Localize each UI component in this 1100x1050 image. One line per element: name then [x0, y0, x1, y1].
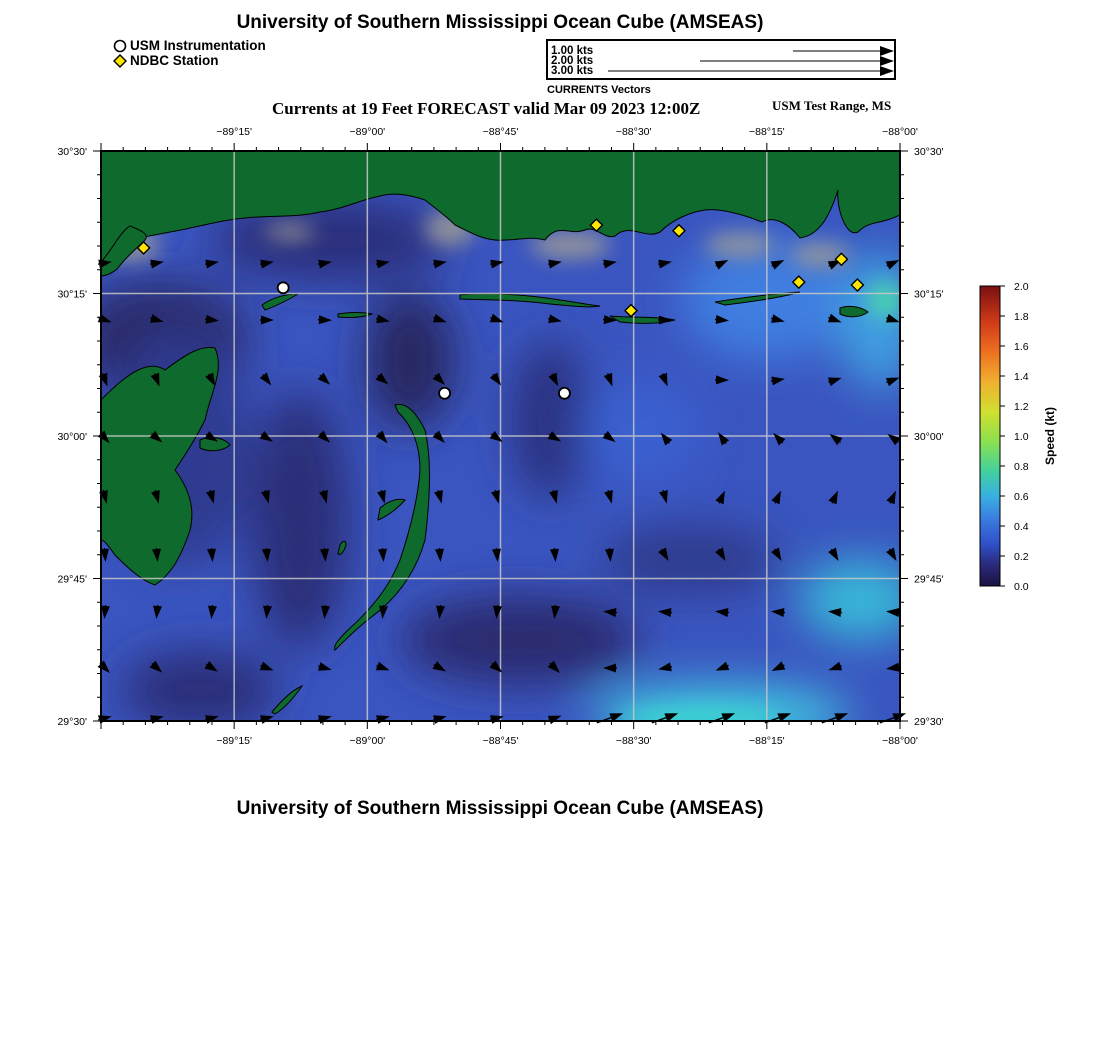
usm-station-marker[interactable]	[559, 388, 570, 399]
lon-label-top: −88°00'	[882, 126, 918, 138]
ndbc-legend-label: NDBC Station	[130, 53, 219, 68]
colorbar-tick-label: 0.4	[1014, 521, 1029, 533]
usm-station-marker[interactable]	[439, 388, 450, 399]
lon-label-top: −89°15'	[216, 126, 253, 138]
lat-label-right: 29°45'	[914, 573, 944, 586]
usm-station-marker[interactable]	[278, 282, 289, 293]
colorbar-tick-label: 0.8	[1014, 461, 1029, 473]
map-title: University of Southern Mississippi Ocean Cube (AMSEAS)	[236, 12, 764, 33]
lat-label-left: 30°00'	[57, 431, 87, 443]
colorbar-gradient	[980, 286, 1000, 586]
lon-label-bottom: −88°30'	[615, 735, 652, 747]
speed-colorbar	[970, 280, 1080, 595]
lat-label-right: 29°30'	[914, 716, 944, 728]
usm-legend-label: USM Instrumentation	[130, 38, 266, 53]
lon-label-bottom: −88°00'	[882, 735, 918, 747]
vector-scale-label-3: 3.00 kts	[551, 65, 594, 77]
speed-field	[70, 151, 920, 745]
map-subtitle: Currents at 19 Feet FORECAST valid Mar 09 2023 12:00Z	[272, 99, 701, 118]
colorbar-label: Speed (kt)	[1043, 406, 1057, 466]
lon-label-bottom: −89°00'	[349, 735, 386, 747]
lat-label-left: 30°15'	[57, 288, 87, 301]
region-label: USM Test Range, MS	[772, 98, 892, 113]
colorbar-tick-label: 0.0	[1014, 581, 1029, 593]
colorbar-tick-label: 1.8	[1014, 311, 1029, 323]
colorbar-ticks	[1000, 281, 1029, 593]
lon-label-top: −89°00'	[349, 126, 386, 138]
vector-scale-label-1: 1.00 kts	[551, 45, 594, 57]
lon-label-bottom: −88°15'	[748, 735, 785, 747]
lat-label-right: 30°15'	[914, 288, 944, 301]
lat-label-left: 29°30'	[57, 716, 87, 728]
vectors-caption: CURRENTS Vectors	[547, 84, 651, 96]
lat-label-left: 30°30'	[57, 146, 87, 158]
footer-title: University of Southern Mississippi Ocean Cube (AMSEAS)	[236, 798, 764, 819]
lat-label-right: 30°30'	[914, 146, 944, 158]
lon-label-top: −88°45'	[482, 126, 519, 138]
colorbar-tick-label: 2.0	[1014, 281, 1029, 293]
lon-label-top: −88°30'	[615, 126, 652, 138]
vector-scale-label-2: 2.00 kts	[551, 55, 594, 67]
colorbar-tick-label: 1.2	[1014, 401, 1029, 413]
colorbar-tick-label: 1.6	[1014, 341, 1029, 353]
lat-label-right: 30°00'	[914, 431, 944, 443]
lat-label-left: 29°45'	[57, 573, 87, 586]
colorbar-tick-label: 0.2	[1014, 551, 1029, 563]
colorbar-tick-label: 1.4	[1014, 371, 1029, 383]
colorbar-tick-label: 0.6	[1014, 491, 1029, 503]
colorbar-tick-label: 1.0	[1014, 431, 1029, 443]
lon-label-bottom: −88°45'	[482, 735, 519, 747]
lon-label-bottom: −89°15'	[216, 735, 253, 747]
lon-label-top: −88°15'	[748, 126, 785, 138]
